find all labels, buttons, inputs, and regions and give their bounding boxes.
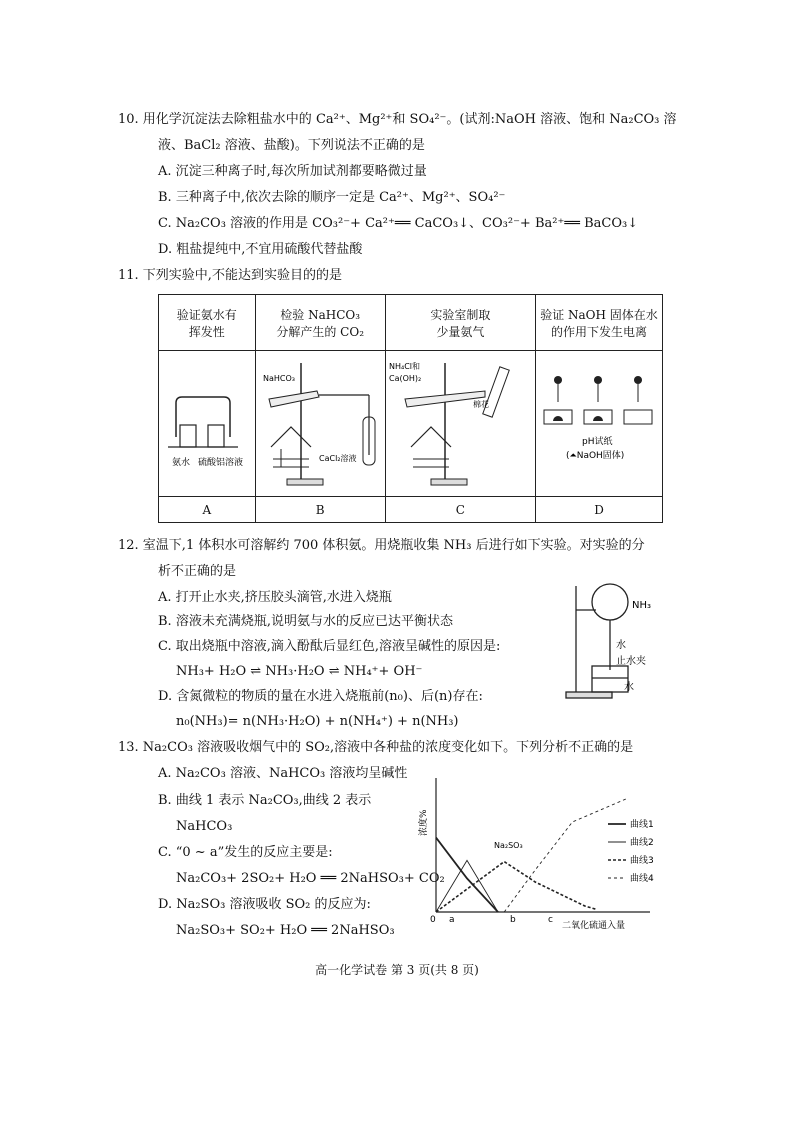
x-tick-b: b	[510, 915, 516, 925]
series-line-4	[504, 798, 628, 912]
annotation-na2so3: Na₂SO₃	[494, 841, 523, 850]
legend-label-1: 曲线1	[630, 820, 654, 830]
label-nh4cl: NH₄Cl和	[389, 361, 421, 371]
q12-option-c-equation: NH₃+ H₂O ⇌ NH₃·H₂O ⇌ NH₄⁺+ OH⁻	[176, 664, 423, 679]
label-caoh2: Ca(OH)₂	[389, 373, 422, 383]
q13-option-c: C. “0 ~ a”发生的反应主要是:	[158, 845, 333, 860]
figure-d	[536, 351, 663, 497]
q12-option-c: C. 取出烧瓶中溶液,滴入酚酞后显红色,溶液呈碱性的原因是:	[158, 639, 501, 654]
label-aluminum-sulfate: 硫酸铝溶液	[197, 457, 243, 468]
q12-option-d: D. 含氮微粒的物质的量在水进入烧瓶前(n₀)、后(n)存在:	[158, 689, 483, 704]
q11-experiment-table	[158, 294, 663, 523]
q13-option-b-cont: NaHCO₃	[176, 819, 233, 834]
x-tick-c: c	[548, 915, 553, 925]
label-ammonia-water: 氨水	[171, 457, 190, 468]
label-cacl2: CaCl₂溶液	[319, 453, 357, 463]
label-water-beaker: 水	[624, 682, 634, 693]
header-b: 检验 NaHCO₃ 分解产生的 CO₂	[255, 295, 385, 351]
q10-option-b: B. 三种离子中,依次去除的顺序一定是 Ca²⁺、Mg²⁺、SO₄²⁻	[158, 190, 506, 205]
letter-b: B	[255, 497, 385, 523]
header-d: 验证 NaOH 固体在水 的作用下发生电离	[536, 295, 663, 351]
x-tick-0: 0	[430, 915, 436, 925]
letter-d: D	[536, 497, 663, 523]
q12-option-d-equation: n₀(NH₃)= n(NH₃·H₂O) + n(NH₄⁺) + n(NH₃)	[176, 714, 459, 729]
label-water-top: 水	[616, 640, 626, 651]
q13-option-c-equation: Na₂CO₃+ 2SO₂+ H₂O ══ 2NaHSO₃+ CO₂	[176, 871, 445, 886]
q10-stem-line1: 10. 用化学沉淀法去除粗盐水中的 Ca²⁺、Mg²⁺和 SO₄²⁻。(试剂:NaOH 溶液、饱和 Na₂CO₃ 溶	[118, 112, 677, 127]
legend-label-2: 曲线2	[630, 838, 654, 848]
concentration-chart	[412, 774, 658, 934]
letter-c: C	[385, 497, 535, 523]
figure-c	[385, 351, 535, 497]
q10-option-c: C. Na₂CO₃ 溶液的作用是 CO₃²⁻+ Ca²⁺══ CaCO₃↓、CO₃²⁻+ Ba²⁺══ BaCO₃↓	[158, 216, 639, 231]
letter-a: A	[159, 497, 256, 523]
label-naoh-solid: (⏶NaOH固体)	[566, 450, 625, 461]
y-axis-label: 浓度%	[419, 809, 429, 836]
label-cotton: 棉花	[473, 399, 490, 409]
fountain-apparatus-figure	[560, 580, 670, 702]
q10-stem-line2: 液、BaCl₂ 溶液、盐酸)。下列说法不正确的是	[158, 138, 425, 153]
q13-option-a: A. Na₂CO₃ 溶液、NaHCO₃ 溶液均呈碱性	[158, 766, 408, 781]
q10-option-a: A. 沉淀三种离子时,每次所加试剂都要略微过量	[158, 164, 427, 179]
q10-option-d: D. 粗盐提纯中,不宜用硫酸代替盐酸	[158, 242, 363, 257]
label-ph-paper: pH试纸	[582, 436, 613, 447]
x-tick-a: a	[449, 915, 455, 925]
label-nahco3: NaHCO₃	[263, 373, 296, 383]
q13-stem: 13. Na₂CO₃ 溶液吸收烟气中的 SO₂,溶液中各种盐的浓度变化如下。下列分析不正确的是	[118, 740, 634, 755]
series-line-1	[436, 838, 498, 912]
legend-label-4: 曲线4	[630, 874, 654, 884]
header-c: 实验室制取 少量氨气	[385, 295, 535, 351]
label-nh3: NH₃	[632, 600, 652, 611]
legend-label-3: 曲线3	[630, 856, 654, 866]
page-footer: 高一化学试卷 第 3 页(共 8 页)	[315, 963, 479, 977]
q12-option-b: B. 溶液未充满烧瓶,说明氨与水的反应已达平衡状态	[158, 614, 453, 629]
header-a: 验证氨水有 挥发性	[159, 295, 256, 351]
label-clamp: 止水夹	[616, 656, 646, 667]
figure-a	[159, 351, 256, 497]
q13-option-b: B. 曲线 1 表示 Na₂CO₃,曲线 2 表示	[158, 793, 372, 808]
q12-option-a: A. 打开止水夹,挤压胶头滴管,水进入烧瓶	[158, 590, 392, 605]
x-axis-label: 二氧化硫通入量	[562, 921, 626, 931]
q12-stem-line1: 12. 室温下,1 体积水可溶解约 700 体积氨。用烧瓶收集 NH₃ 后进行如下实验。对实验的分	[118, 538, 645, 553]
q11-stem: 11. 下列实验中,不能达到实验目的的是	[118, 268, 342, 283]
q13-option-d-equation: Na₂SO₃+ SO₂+ H₂O ══ 2NaHSO₃	[176, 923, 395, 938]
q12-stem-line2: 析不正确的是	[158, 564, 237, 579]
figure-b	[255, 351, 385, 497]
q13-option-d: D. Na₂SO₃ 溶液吸收 SO₂ 的反应为:	[158, 897, 371, 912]
